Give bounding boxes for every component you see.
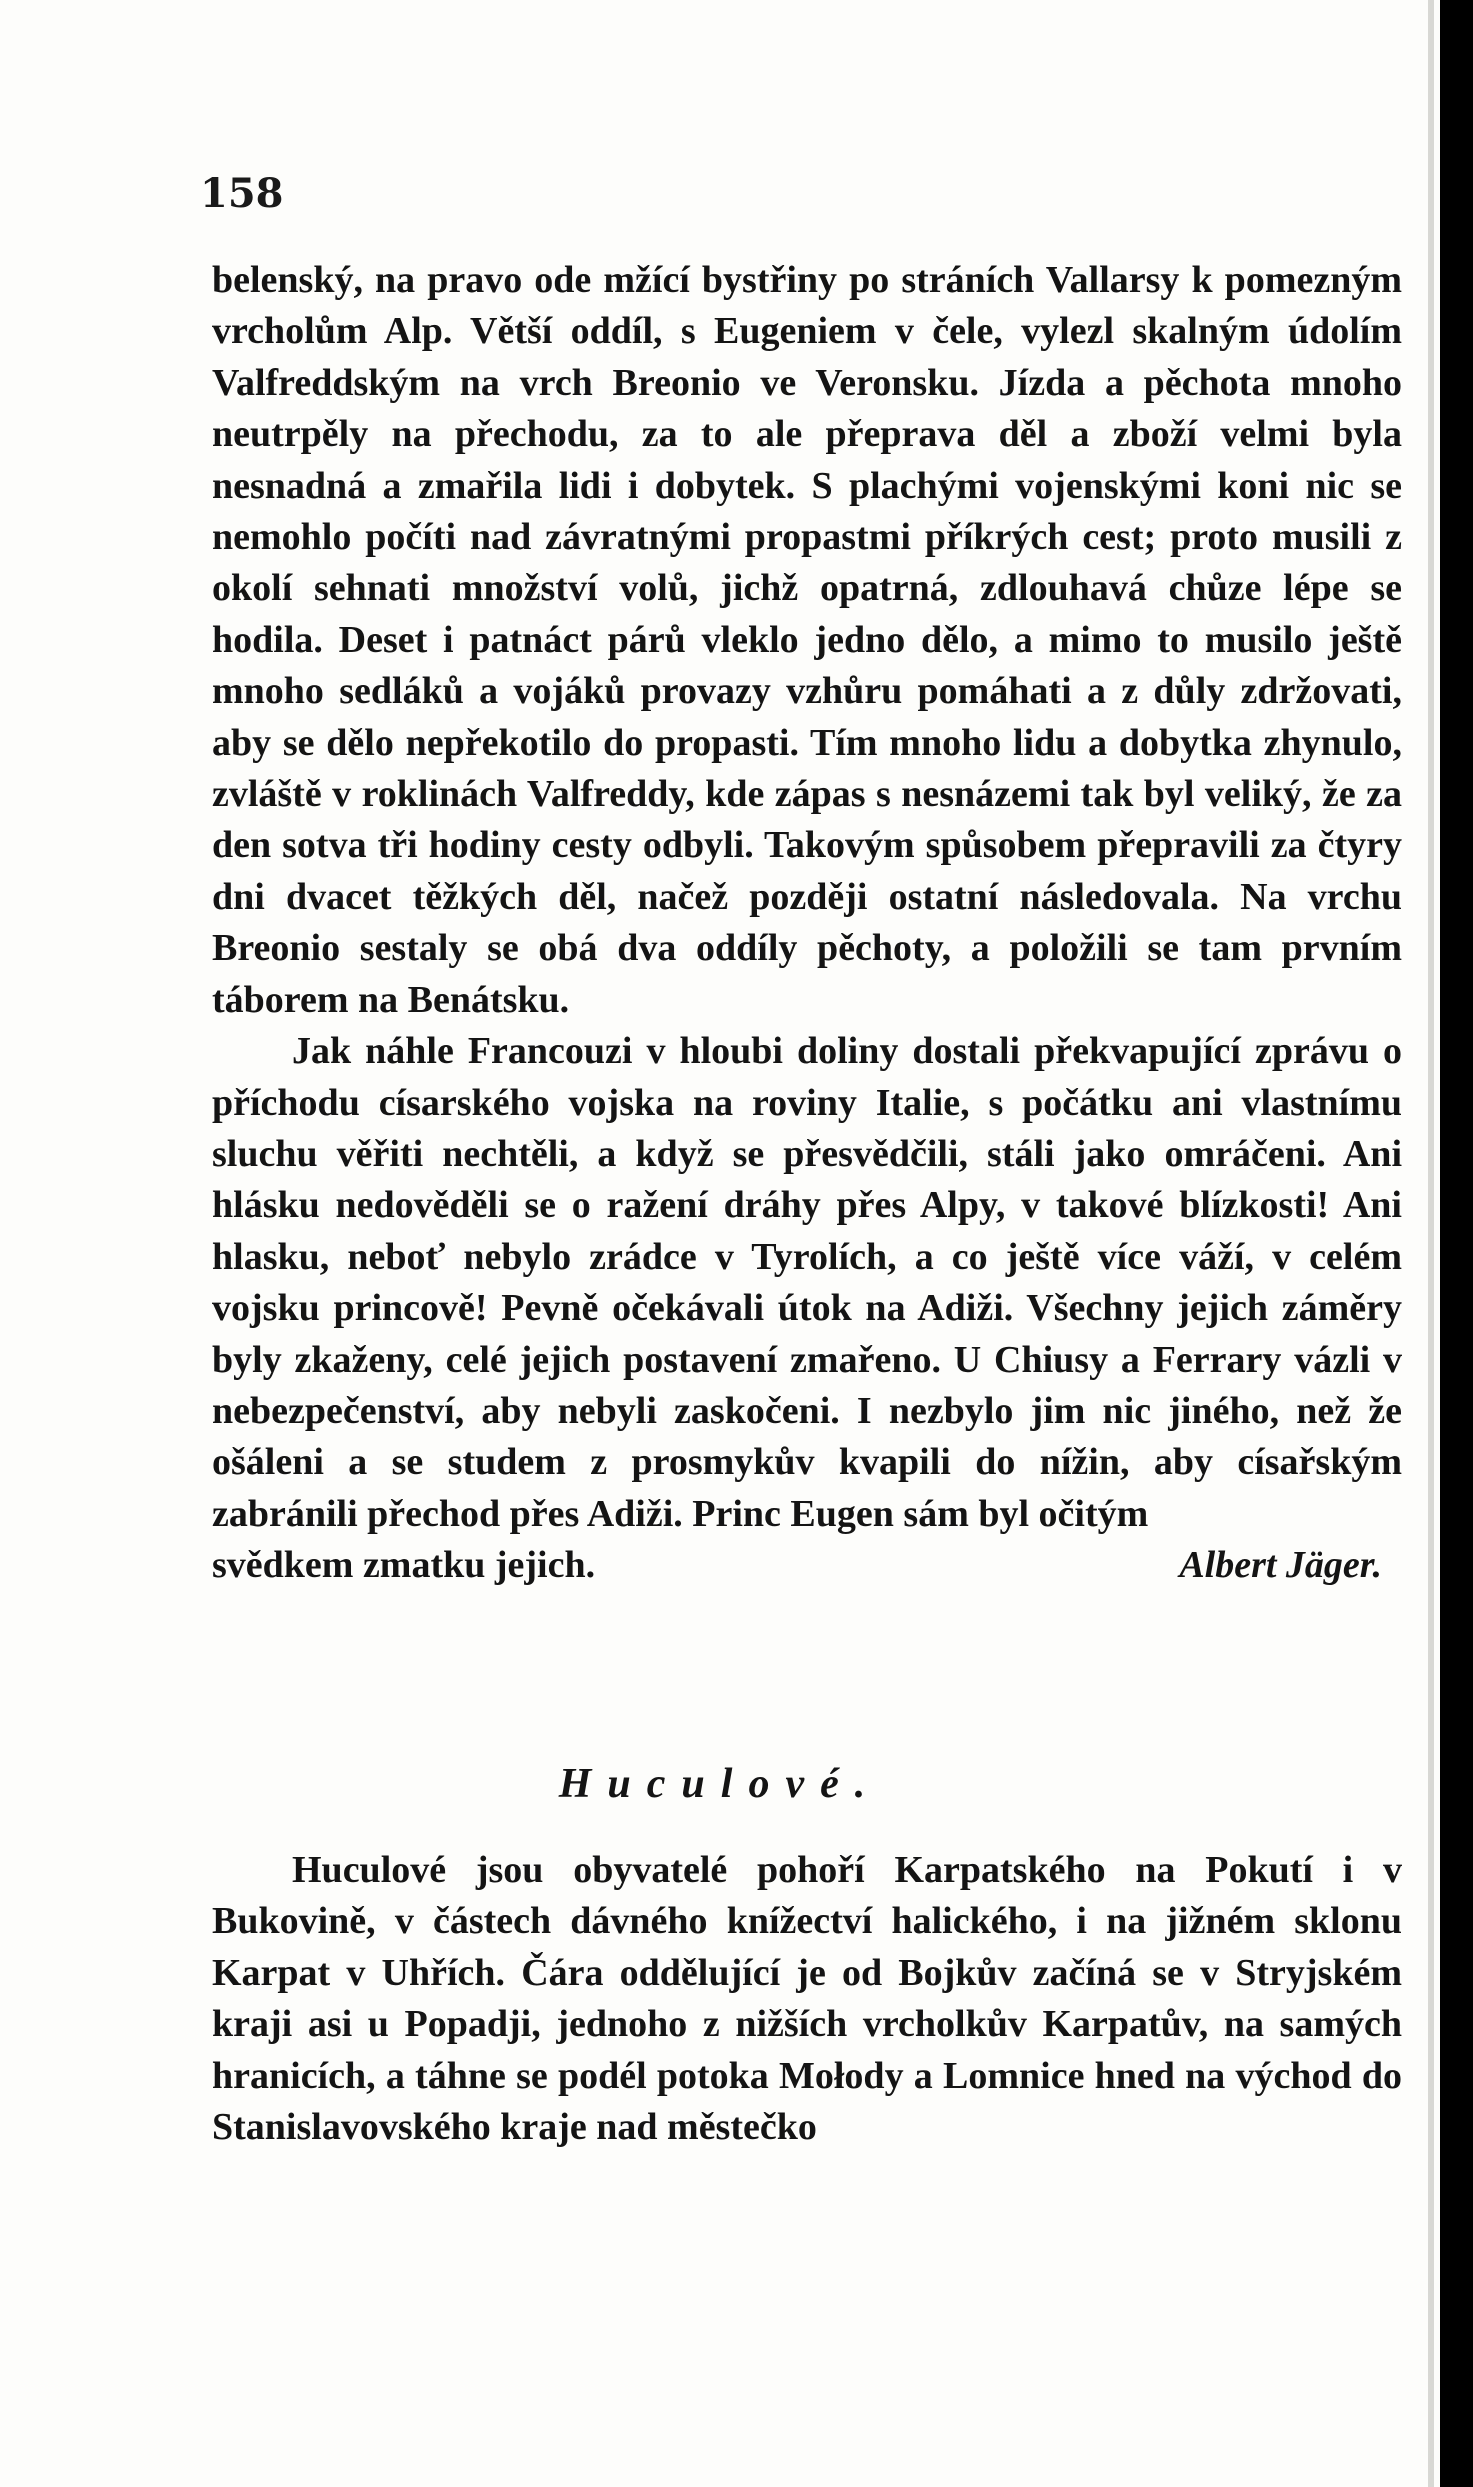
scan-edge (1428, 0, 1434, 2487)
main-text (212, 255, 1402, 1592)
paragraph-3: Huculové jsou obyvatelé pohoří Karpatského na Pokutí i v Bukovině, v částech dávného knížectví halického, i na jižném sklonu Karpat v Uhřích. Čára oddělující je od Bojkův začíná se v Stryjském kraji asi u Popadji, jednoho z nižších vrcholkův Karpatův, na samých hranicích, a táhne se podél potoka Mołody a Lomnice hned na východ do Stanislavovského kraje nad městečko (212, 1849, 1402, 2149)
paragraph-1: belenský, na pravo ode mžící bystřiny po stráních Vallarsy k pomezným vrcholům Alp. Větší oddíl, s Eugeniem v čele, vylezl skalným údolím Valfreddským na vrch Breonio ve Veronsku. Jízda a pěchota mnoho neutrpěly na přechodu, za to ale přeprava děl a zboží velmi byla nesnadná a zmařila lidi i dobytek. S plachými vojenskými koni nic se nemohlo počíti nad závratnými propastmi příkrých cest; proto musili z okolí sehnati množství volů, jichž opatrná, zdlouhavá chůze lépe se hodila. Deset i patnáct párů vleklo jedno dělo, a mimo to musilo ještě mnoho sedláků a vojáků provazy vzhůru pomáhati a z důly zdržovati, aby se dělo nepřekotilo do propasti. Tím mnoho lidu a dobytka zhynulo, zvláště v roklinách Valfreddy, kde zápas s nesnázemi tak byl veliký, že za den sotva tři hodiny cesty odbyli. Takovým spůsobem přepravili za čtyry dni dvacet těžkých děl, načež později ostatní následovala. Na vrchu Breonio sestaly se obá dva oddíly pěchoty, a položili se tam prvním táborem na Benátsku. (212, 259, 1402, 1021)
closing-line (212, 1540, 1402, 1591)
section-heading: Huculové. (558, 1761, 882, 1807)
paragraph-2: Jak náhle Francouzi v hloubi doliny dostali překvapující zprávu o příchodu císarského vojska na roviny Italie, s počátku ani vlastnímu sluchu věřiti nechtěli, a když se přesvědčili, stáli jako omráčeni. Ani hlásku nedověděli se o ražení dráhy přes Alpy, v takové blízkosti! Ani hlasku, neboť nebylo zrádce v Tyrolích, a co ještě více váží, v celém vojsku princově! Pevně očekávali útok na Adiži. Všechny jejich záměry byly zkaženy, celé jejich postavení zmařeno. U Chiusy a Ferrary vázli v nebezpečenství, aby nebyli zaskočeni. I nezbylo jim nic jiného, než že ošáleni a se studem z prosmykův kvapili do nížin, aby císařským zabránili přechod přes Adiži. Princ Eugen sám byl očitým (212, 1030, 1402, 1535)
page-number: 158 (200, 170, 284, 217)
author-signature: Albert Jäger. (1179, 1544, 1382, 1587)
paragraph-2-end: svědkem zmatku jejich. (212, 1544, 596, 1587)
